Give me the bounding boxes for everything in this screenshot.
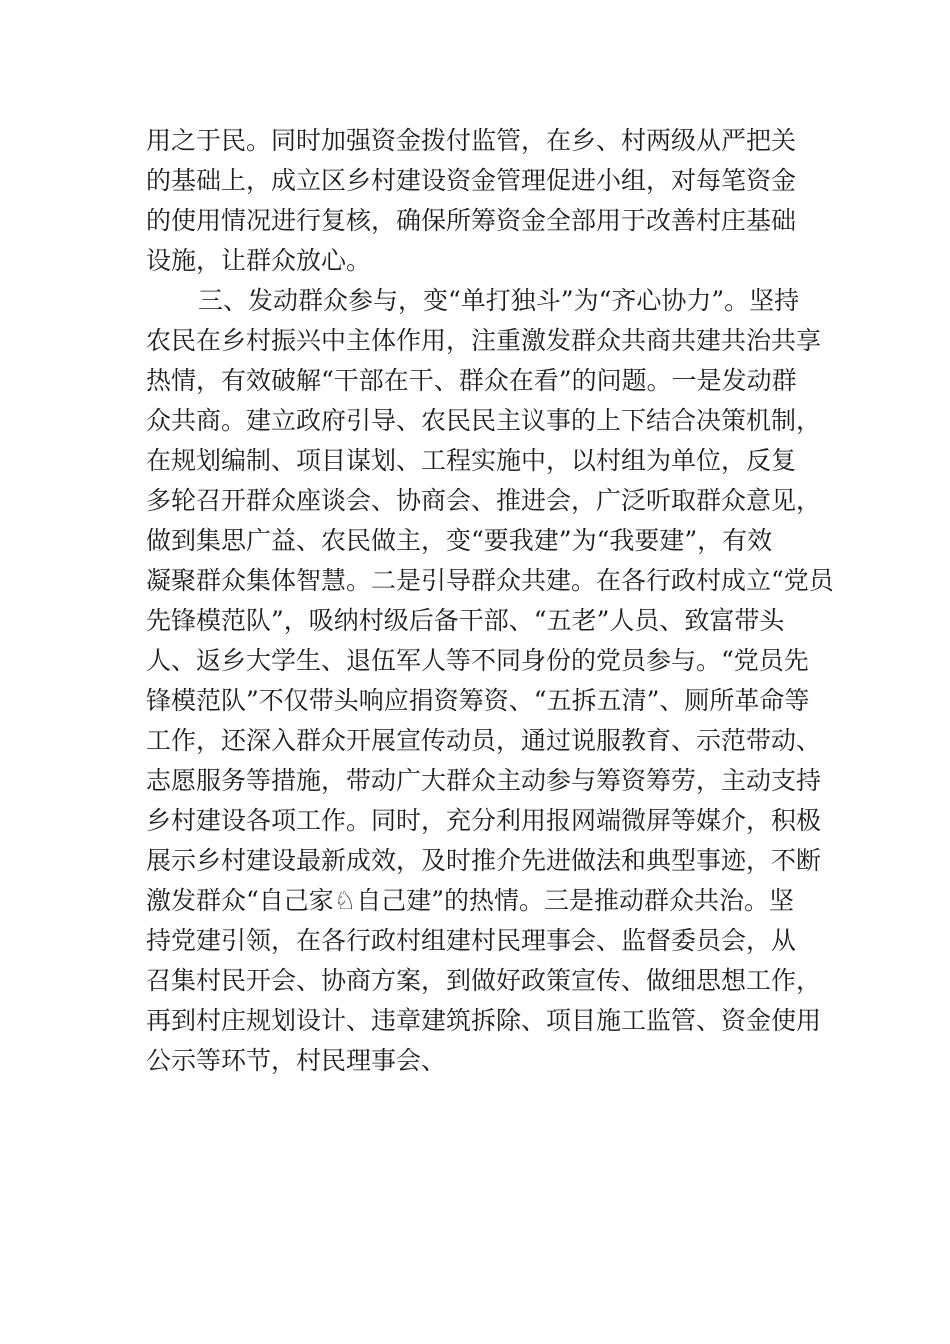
text-line: 热情，有效破解“干部在干、群众在看”的问题。一是发动群	[146, 366, 797, 395]
text-line: 凝聚群众集体智慧。二是引导群众共建。在各行政村成立“党员	[146, 566, 834, 595]
text-line: 展示乡村建设最新成效，及时推介先进做法和典型事迹，不断	[146, 846, 822, 875]
text-line: 激发群众“自己家♘自己建”的热情。三是推动群众共治。坚	[146, 886, 794, 915]
body-text	[146, 121, 834, 1081]
text-line: 农民在乡村振兴中主体作用，注重激发群众共商共建共治共享	[146, 326, 822, 355]
text-line: 人、返乡大学生、退伍军人等不同身份的党员参与。“党员先	[146, 646, 809, 675]
text-line: 的使用情况进行复核，确保所筹资金全部用于改善村庄基础	[146, 206, 797, 235]
text-line: 先锋模范队”，吸纳村级后备干部、“五老”人员、致富带头	[146, 606, 785, 635]
text-line: 众共商。建立政府引导、农民民主议事的上下结合决策机制，	[146, 406, 822, 435]
text-line: 多轮召开群众座谈会、协商会、推进会，广泛听取群众意见，	[146, 486, 822, 515]
text-line: 工作，还深入群众开展宣传动员，通过说服教育、示范带动、	[146, 726, 822, 755]
text-line: 用之于民。同时加强资金拨付监管，在乡、村两级从严把关	[146, 126, 797, 155]
text-line: 召集村民开会、协商方案，到做好政策宣传、做细思想工作，	[146, 966, 822, 995]
text-line: 再到村庄规划设计、违章建筑拆除、项目施工监管、资金使用	[146, 1006, 822, 1035]
text-line: 设施，让群众放心。	[146, 246, 372, 275]
text-line: 做到集思广益、农民做主，变“要我建”为“我要建”，有效	[146, 526, 773, 555]
text-line: 锋模范队”不仅带头响应捐资筹资、“五拆五清”、厕所革命等	[146, 686, 810, 715]
text-line: 在规划编制、项目谋划、工程实施中，以村组为单位，反复	[146, 446, 797, 475]
paragraph-start-line: 三、发动群众参与，变“单打独斗”为“齐心协力”。坚持	[198, 286, 800, 315]
text-line: 公示等环节，村民理事会、	[146, 1046, 447, 1075]
text-line: 的基础上，成立区乡村建设资金管理促进小组，对每笔资金	[146, 166, 797, 195]
text-line: 乡村建设各项工作。同时，充分利用报网端微屏等媒介，积极	[146, 806, 822, 835]
text-line: 持党建引领，在各行政村组建村民理事会、监督委员会，从	[146, 926, 797, 955]
text-line: 志愿服务等措施，带动广大群众主动参与筹资筹劳，主动支持	[146, 766, 822, 795]
